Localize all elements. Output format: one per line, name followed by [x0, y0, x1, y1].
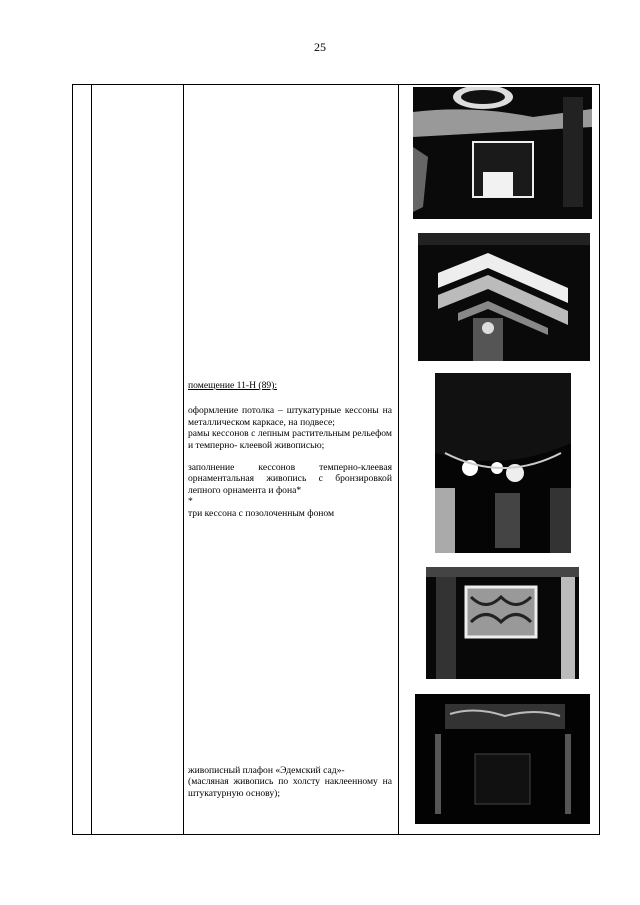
asterisk-note: * [188, 496, 193, 508]
ceiling-description: оформление потолка – штукатурные кессоны на металлическом каркасе, на подвесе; [188, 405, 392, 428]
description-cell [188, 380, 392, 519]
column-divider [91, 85, 92, 834]
photo-dark-plafond [415, 694, 590, 824]
page-number: 25 [314, 40, 326, 54]
plafond-technique: (масляная живопись по холсту наклеенному на штукатурную основу); [188, 776, 392, 799]
room-heading: помещение 11-Н (89): [188, 380, 278, 391]
coffer-fill-description: заполнение кессонов темперно-клеевая орнаментальная живопись с бронзировкой лепного орнамента и фона* [188, 462, 392, 496]
column-divider [183, 85, 184, 834]
gilded-coffers-note: три кессона с позолоченным фоном [188, 507, 335, 519]
column-divider [398, 85, 399, 834]
photo-ceiling-niche [413, 87, 592, 219]
plafond-cell [188, 765, 392, 799]
plafond-title: живописный плафон «Эдемский сад»- [188, 765, 345, 776]
photo-ornamental-coffer [426, 567, 579, 679]
photo-cornice-corner [418, 233, 590, 361]
coffer-frames-description: рамы кессонов с лепным растительным рельефом и темперно- клеевой живописью; [188, 428, 392, 451]
document-table [72, 84, 600, 835]
photo-ceiling-lights [435, 373, 571, 553]
